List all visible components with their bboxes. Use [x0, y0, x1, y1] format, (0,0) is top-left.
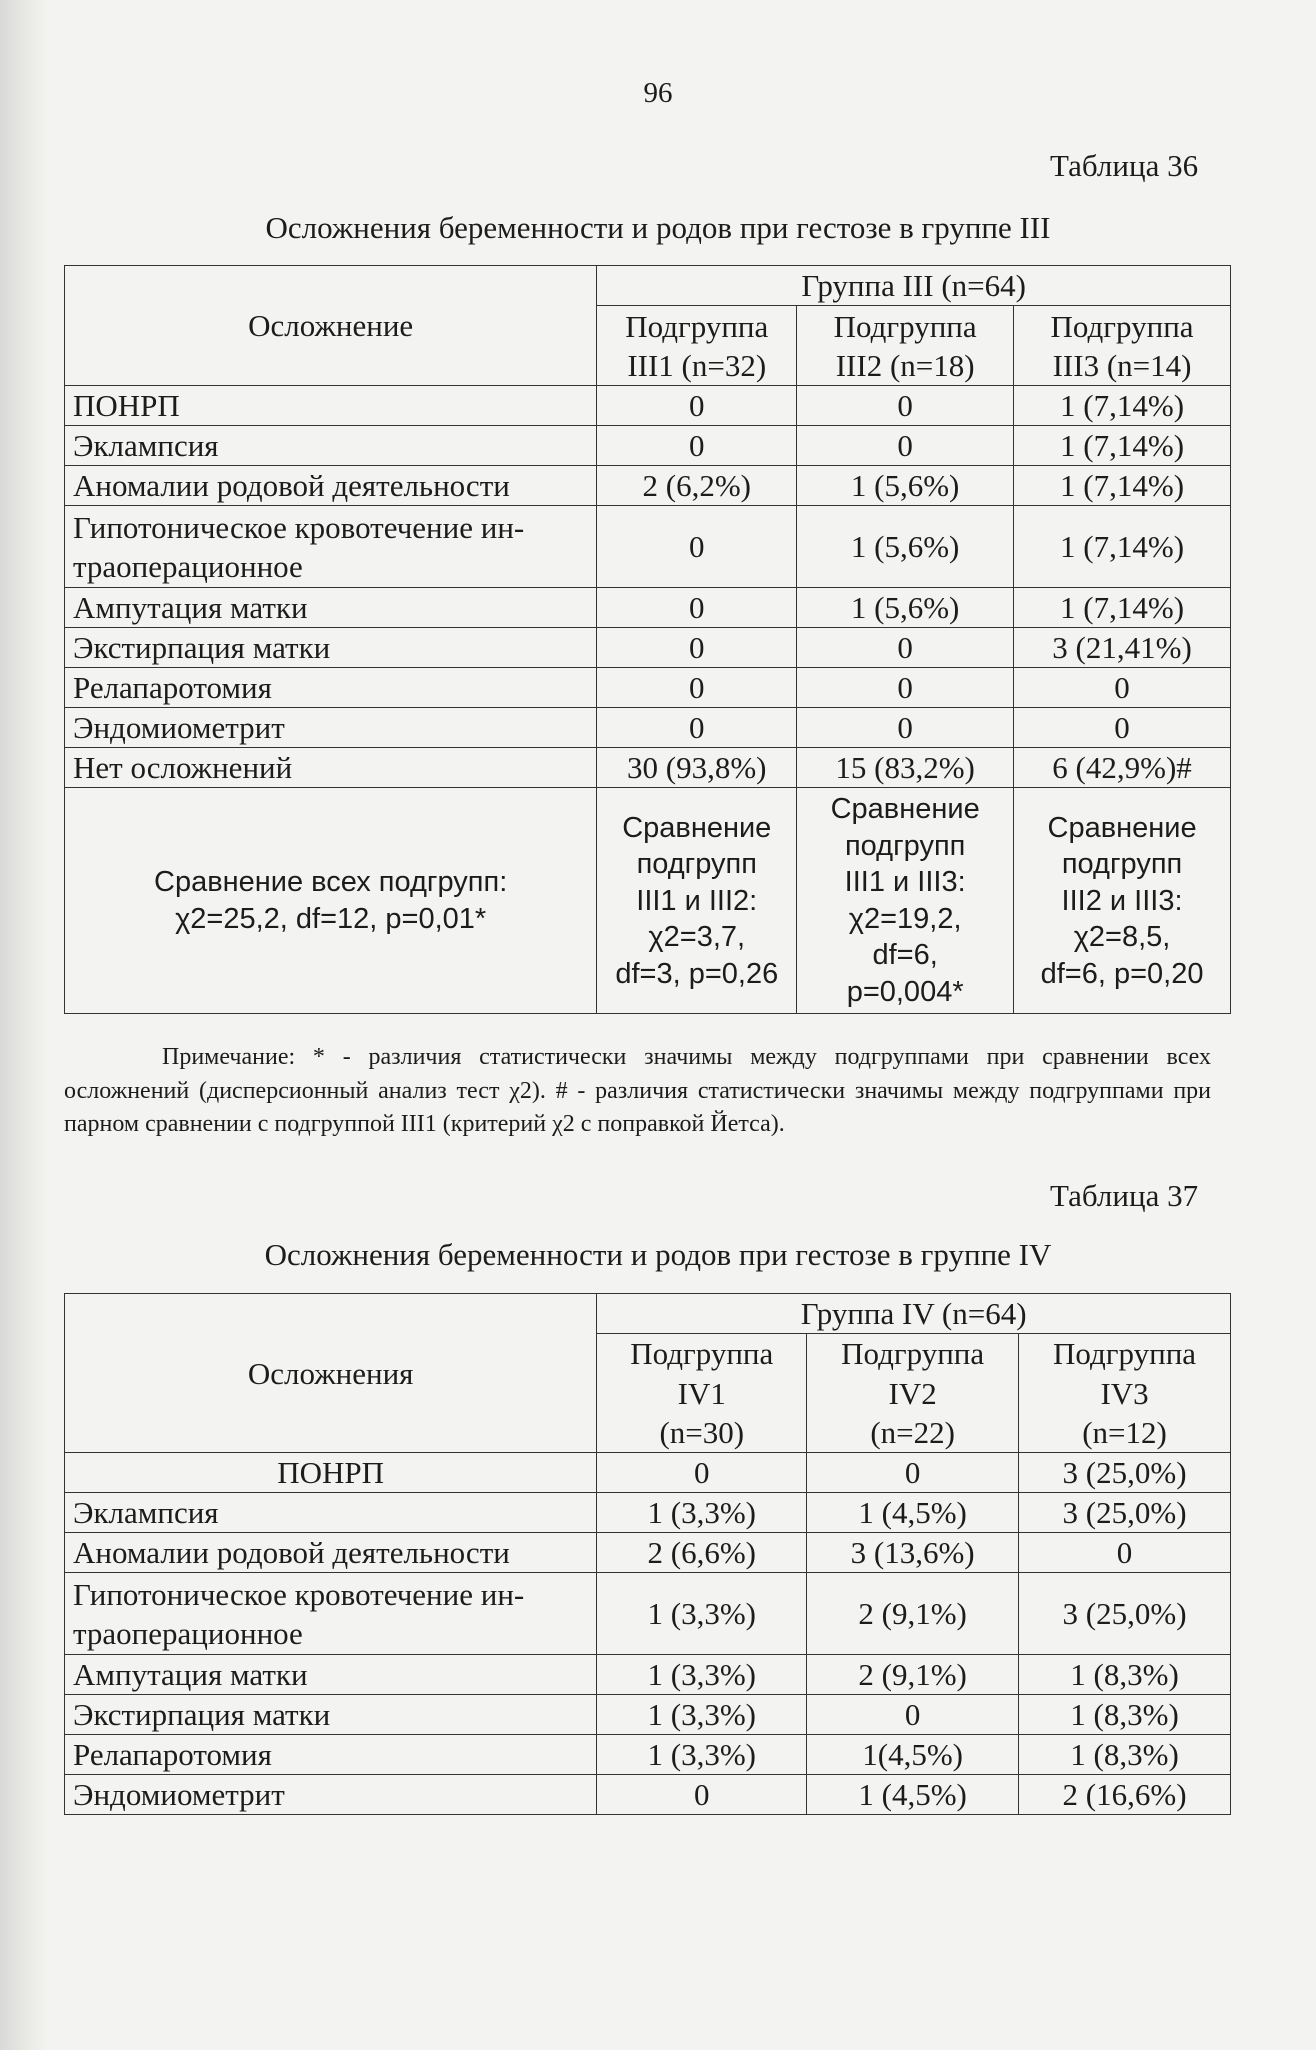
cell-value: 3 (25,0%): [1019, 1573, 1231, 1655]
cell-value: 0: [1014, 668, 1231, 708]
cell-value: 1 (5,6%): [797, 506, 1014, 588]
table-37-label: Таблица 37: [1050, 1178, 1199, 1213]
table-37-title: Осложнения беременности и родов при гестозе в группе IV: [264, 1237, 1052, 1272]
row-label: Нет осложнений: [65, 748, 597, 788]
comparison-1-2: Сравнение подгрупп III1 и III2: χ2=3,7, df=3, p=0,26: [597, 788, 797, 1014]
row-label: ПОНРП: [65, 386, 597, 426]
cell-value: 30 (93,8%): [597, 748, 797, 788]
table-row: [65, 628, 1231, 668]
row-label: Эндомиометрит: [65, 708, 597, 748]
table-row: [65, 426, 1231, 466]
table-37-group-header: Группа IV (n=64): [597, 1294, 1231, 1334]
comparison-2-3: Сравнение подгрупп III2 и III3: χ2=8,5, df=6, p=0,20: [1014, 788, 1231, 1014]
table-36-col-header: Осложнение: [65, 266, 597, 386]
cell-value: 2 (9,1%): [807, 1655, 1019, 1695]
table-row: [65, 1573, 1231, 1655]
row-label: ПОНРП: [65, 1453, 597, 1493]
table-36-header-row: [65, 266, 1231, 306]
table-row: [65, 1493, 1231, 1533]
cell-value: 1 (4,5%): [807, 1493, 1019, 1533]
cell-value: 0: [597, 708, 797, 748]
row-label: Гипотоническое кровотечение ин- траоперационное: [65, 1573, 597, 1655]
table-row: [65, 1775, 1231, 1815]
table-row: [65, 506, 1231, 588]
table-row: [65, 588, 1231, 628]
cell-value: 2 (9,1%): [807, 1573, 1019, 1655]
cell-value: 0: [807, 1695, 1019, 1735]
cell-value: 2 (16,6%): [1019, 1775, 1231, 1815]
table-row: [65, 668, 1231, 708]
cell-value: 0: [1014, 708, 1231, 748]
table-row: [65, 466, 1231, 506]
cell-value: 1(4,5%): [807, 1735, 1019, 1775]
cell-value: 1 (7,14%): [1014, 386, 1231, 426]
cell-value: 1 (3,3%): [597, 1695, 807, 1735]
table-36-note: Примечание: * - различия статистически значимы между подгруппами при сравнении всех осложнений (дисперсионный анализ тест χ2). # - различия статистически значимы между подгруппами при парном сравнении с подгруппой III1 (критерий χ2 с поправкой Йетса).: [64, 1044, 1211, 1138]
cell-value: 0: [597, 588, 797, 628]
cell-value: 1 (7,14%): [1014, 588, 1231, 628]
cell-value: 3 (25,0%): [1019, 1453, 1231, 1493]
table-37-header-row: [65, 1294, 1231, 1334]
cell-value: 0: [597, 386, 797, 426]
cell-value: 2 (6,6%): [597, 1533, 807, 1573]
table-36-comparison-row: [65, 788, 1231, 1014]
cell-value: 1 (3,3%): [597, 1655, 807, 1695]
table-36-label: Таблица 36: [1050, 148, 1199, 183]
page-number: 96: [643, 77, 673, 109]
cell-value: 0: [797, 708, 1014, 748]
cell-value: 0: [797, 386, 1014, 426]
cell-value: 0: [1019, 1533, 1231, 1573]
cell-value: 0: [597, 668, 797, 708]
cell-value: 1 (8,3%): [1019, 1695, 1231, 1735]
cell-value: 3 (25,0%): [1019, 1493, 1231, 1533]
cell-value: 0: [597, 426, 797, 466]
cell-value: 1 (5,6%): [797, 588, 1014, 628]
row-label: Эндомиометрит: [65, 1775, 597, 1815]
cell-value: 0: [597, 1453, 807, 1493]
table-37-col-header: Осложнения: [65, 1294, 597, 1453]
comparison-all: Сравнение всех подгрупп: χ2=25,2, df=12, p=0,01*: [65, 788, 597, 1014]
table-37-subgroup-2: Подгруппа IV2 (n=22): [807, 1334, 1019, 1453]
table-row: [65, 1735, 1231, 1775]
table-row: [65, 1533, 1231, 1573]
cell-value: 1 (5,6%): [797, 466, 1014, 506]
table-row: [65, 748, 1231, 788]
row-label: Релапаротомия: [65, 668, 597, 708]
scan-left-edge: [0, 0, 48, 2050]
cell-value: 2 (6,2%): [597, 466, 797, 506]
table-36: [64, 265, 1231, 1014]
cell-value: 0: [797, 628, 1014, 668]
cell-value: 0: [597, 1775, 807, 1815]
cell-value: 3 (13,6%): [807, 1533, 1019, 1573]
table-36-subgroup-2: Подгруппа III2 (n=18): [797, 306, 1014, 386]
row-label: Эклампсия: [65, 426, 597, 466]
table-37-subgroup-1: Подгруппа IV1 (n=30): [597, 1334, 807, 1453]
table-row: [65, 1655, 1231, 1695]
row-label: Экстирпация матки: [65, 628, 597, 668]
row-label: Эклампсия: [65, 1493, 597, 1533]
cell-value: 1 (7,14%): [1014, 466, 1231, 506]
cell-value: 3 (21,41%): [1014, 628, 1231, 668]
row-label: Гипотоническое кровотечение ин- траоперационное: [65, 506, 597, 588]
table-row: [65, 1453, 1231, 1493]
row-label: Аномалии родовой деятельности: [65, 466, 597, 506]
cell-value: 6 (42,9%)#: [1014, 748, 1231, 788]
cell-value: 1 (8,3%): [1019, 1655, 1231, 1695]
table-37: [64, 1293, 1231, 1815]
cell-value: 15 (83,2%): [797, 748, 1014, 788]
table-37-subgroup-3: Подгруппа IV3 (n=12): [1019, 1334, 1231, 1453]
cell-value: 1 (3,3%): [597, 1573, 807, 1655]
row-label: Экстирпация матки: [65, 1695, 597, 1735]
cell-value: 1 (7,14%): [1014, 426, 1231, 466]
row-label: Аномалии родовой деятельности: [65, 1533, 597, 1573]
cell-value: 1 (4,5%): [807, 1775, 1019, 1815]
cell-value: 1 (7,14%): [1014, 506, 1231, 588]
table-row: [65, 1695, 1231, 1735]
table-36-title: Осложнения беременности и родов при гестозе в группе III: [265, 210, 1051, 245]
cell-value: 1 (3,3%): [597, 1735, 807, 1775]
cell-value: 0: [807, 1453, 1019, 1493]
row-label: Релапаротомия: [65, 1735, 597, 1775]
table-36-subgroup-3: Подгруппа III3 (n=14): [1014, 306, 1231, 386]
table-36-subgroup-1: Подгруппа III1 (n=32): [597, 306, 797, 386]
row-label: Ампутация матки: [65, 1655, 597, 1695]
row-label: Ампутация матки: [65, 588, 597, 628]
cell-value: 0: [597, 506, 797, 588]
comparison-1-3: Сравнение подгрупп III1 и III3: χ2=19,2, df=6, p=0,004*: [797, 788, 1014, 1014]
cell-value: 0: [797, 426, 1014, 466]
table-row: [65, 708, 1231, 748]
table-36-group-header: Группа III (n=64): [597, 266, 1231, 306]
cell-value: 0: [597, 628, 797, 668]
table-row: [65, 386, 1231, 426]
cell-value: 0: [797, 668, 1014, 708]
cell-value: 1 (8,3%): [1019, 1735, 1231, 1775]
cell-value: 1 (3,3%): [597, 1493, 807, 1533]
